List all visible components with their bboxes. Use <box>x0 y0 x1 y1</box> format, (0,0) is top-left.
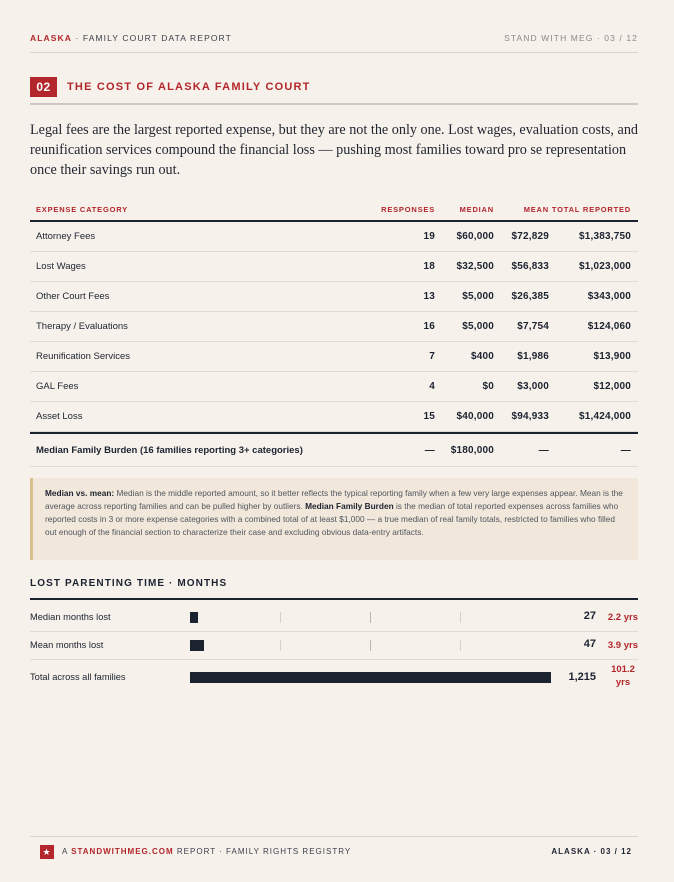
expense-table <box>30 199 638 467</box>
table-header <box>30 199 638 222</box>
cell-median: $32,500 <box>456 261 494 272</box>
lost-time-bar-track <box>190 640 551 651</box>
cell-total: $1,424,000 <box>578 411 631 422</box>
cell-mean: $72,829 <box>511 231 549 242</box>
cell-mean: $94,933 <box>511 411 549 422</box>
lost-time-label: Mean months lost <box>30 640 104 650</box>
bar-gridline <box>370 640 371 651</box>
table-row <box>30 372 638 402</box>
lost-time-row <box>30 659 638 699</box>
cell-responses: 15 <box>423 411 435 422</box>
lost-time-months-value: 27 <box>583 610 596 622</box>
cell-mean: $3,000 <box>517 381 549 392</box>
cell-category: Reunification Services <box>36 351 130 362</box>
cell-category: Lost Wages <box>36 261 86 272</box>
table-row <box>30 342 638 372</box>
note-text-2: is the median of total reported expenses across families who reported costs in 3 or more expense categories with a combined total of at least $1,000 — a true median of real family totals, restricted to families who filled out enough of the financial section to characterize their case and excluding obvious data-entry artifacts. <box>45 501 619 537</box>
cell-category: Therapy / Evaluations <box>36 321 128 332</box>
lost-time-years-value: 2.2 yrs <box>607 612 638 623</box>
table-row <box>30 222 638 252</box>
column-header-total: TOTAL REPORTED <box>551 205 631 214</box>
lost-time-bar <box>190 640 204 651</box>
cell-responses: 7 <box>429 351 435 362</box>
cell-median: $0 <box>482 381 494 392</box>
page-footer <box>30 836 638 866</box>
cell-category: GAL Fees <box>36 381 79 392</box>
cell-mean: $26,385 <box>511 291 549 302</box>
cell-mean: $1,986 <box>517 351 549 362</box>
cell-responses: 18 <box>423 261 435 272</box>
cell-total: $124,060 <box>587 321 631 332</box>
section-heading <box>30 77 638 105</box>
cell-total: $343,000 <box>587 291 631 302</box>
cell-median: $400 <box>470 351 494 362</box>
footer-page-info: ALASKA · 03 / 12 <box>551 847 632 856</box>
header-left <box>30 33 232 52</box>
total-row-total: — <box>620 444 631 456</box>
total-row-label: Median Family Burden (16 families reporting 3+ categories) <box>36 444 303 456</box>
cell-responses: 19 <box>423 231 435 242</box>
lost-time-label: Total across all families <box>30 672 126 682</box>
lost-time-months-value: 1,215 <box>568 671 596 683</box>
footer-site-link[interactable]: STANDWITHMEG.COM <box>71 847 174 856</box>
lost-time-bar-track <box>190 672 551 683</box>
cell-total: $1,023,000 <box>578 261 631 272</box>
lost-time-years-value: 101.2 yrs <box>611 664 635 688</box>
table-body <box>30 222 638 432</box>
table-total-row <box>30 432 638 467</box>
intro-paragraph: Legal fees are the largest reported expense, but they are not the only one. Lost wages, evaluation costs, and reunification services compound the financial loss — pushing most families toward pro se representation once their savings run out. <box>30 122 639 178</box>
footer-prefix: A <box>62 847 68 856</box>
table-row <box>30 282 638 312</box>
median-vs-mean-note <box>30 478 638 560</box>
table-row <box>30 252 638 282</box>
footer-suffix: REPORT · FAMILY RIGHTS REGISTRY <box>176 847 352 856</box>
table-row <box>30 312 638 342</box>
cell-total: $13,900 <box>593 351 631 362</box>
header-report-title: · FAMILY COURT DATA REPORT <box>75 33 232 43</box>
table-row <box>30 402 638 432</box>
cell-median: $60,000 <box>456 231 494 242</box>
lost-time-years-value: 3.9 yrs <box>607 640 638 651</box>
bar-gridline <box>280 640 281 651</box>
column-header-responses: RESPONSES <box>381 205 435 214</box>
header-page-info: STAND WITH MEG · 03 / 12 <box>504 33 638 43</box>
bar-gridline <box>460 640 461 651</box>
cell-category: Other Court Fees <box>36 291 110 302</box>
cell-responses: 4 <box>429 381 435 392</box>
column-header-median: MEDIAN <box>459 205 494 214</box>
lost-time-bar-track <box>190 612 551 623</box>
column-header-category: EXPENSE CATEGORY <box>36 205 128 214</box>
cell-median: $40,000 <box>456 411 494 422</box>
lost-time-bar <box>190 672 551 683</box>
star-icon: ★ <box>40 845 54 859</box>
section-number: 02 <box>30 77 57 97</box>
note-text-1: Median is the middle reported amount, so it better reflects the typical reporting family when a few very large expenses appear. Mean is the average across reporting families and can be pulled higher by outliers. <box>45 488 623 511</box>
page-header <box>30 33 638 53</box>
bar-gridline <box>460 612 461 623</box>
total-row-responses: — <box>424 444 435 456</box>
cell-mean: $56,833 <box>511 261 549 272</box>
cell-mean: $7,754 <box>517 321 549 332</box>
cell-total: $1,383,750 <box>578 231 631 242</box>
cell-total: $12,000 <box>593 381 631 392</box>
cell-category: Asset Loss <box>36 411 83 422</box>
note-term-median-vs-mean: Median vs. mean: <box>45 488 115 498</box>
section-title: THE COST OF ALASKA FAMILY COURT <box>67 81 311 93</box>
total-row-mean: — <box>538 444 549 456</box>
header-state: ALASKA <box>30 33 73 43</box>
lost-time-row <box>30 631 638 660</box>
lost-time-bar <box>190 612 198 623</box>
column-header-mean: MEAN <box>523 205 549 214</box>
cell-median: $5,000 <box>462 291 494 302</box>
lost-time-row <box>30 603 638 632</box>
lost-time-heading: LOST PARENTING TIME · MONTHS <box>30 578 638 600</box>
cell-median: $5,000 <box>462 321 494 332</box>
bar-gridline <box>370 612 371 623</box>
lost-time-months-value: 47 <box>583 638 596 650</box>
cell-category: Attorney Fees <box>36 231 96 242</box>
cell-responses: 13 <box>423 291 435 302</box>
lost-time-label: Median months lost <box>30 612 111 622</box>
bar-gridline <box>280 612 281 623</box>
note-term-family-burden: Median Family Burden <box>305 501 394 511</box>
cell-responses: 16 <box>423 321 435 332</box>
total-row-median: $180,000 <box>450 444 494 456</box>
footer-left <box>40 845 351 859</box>
